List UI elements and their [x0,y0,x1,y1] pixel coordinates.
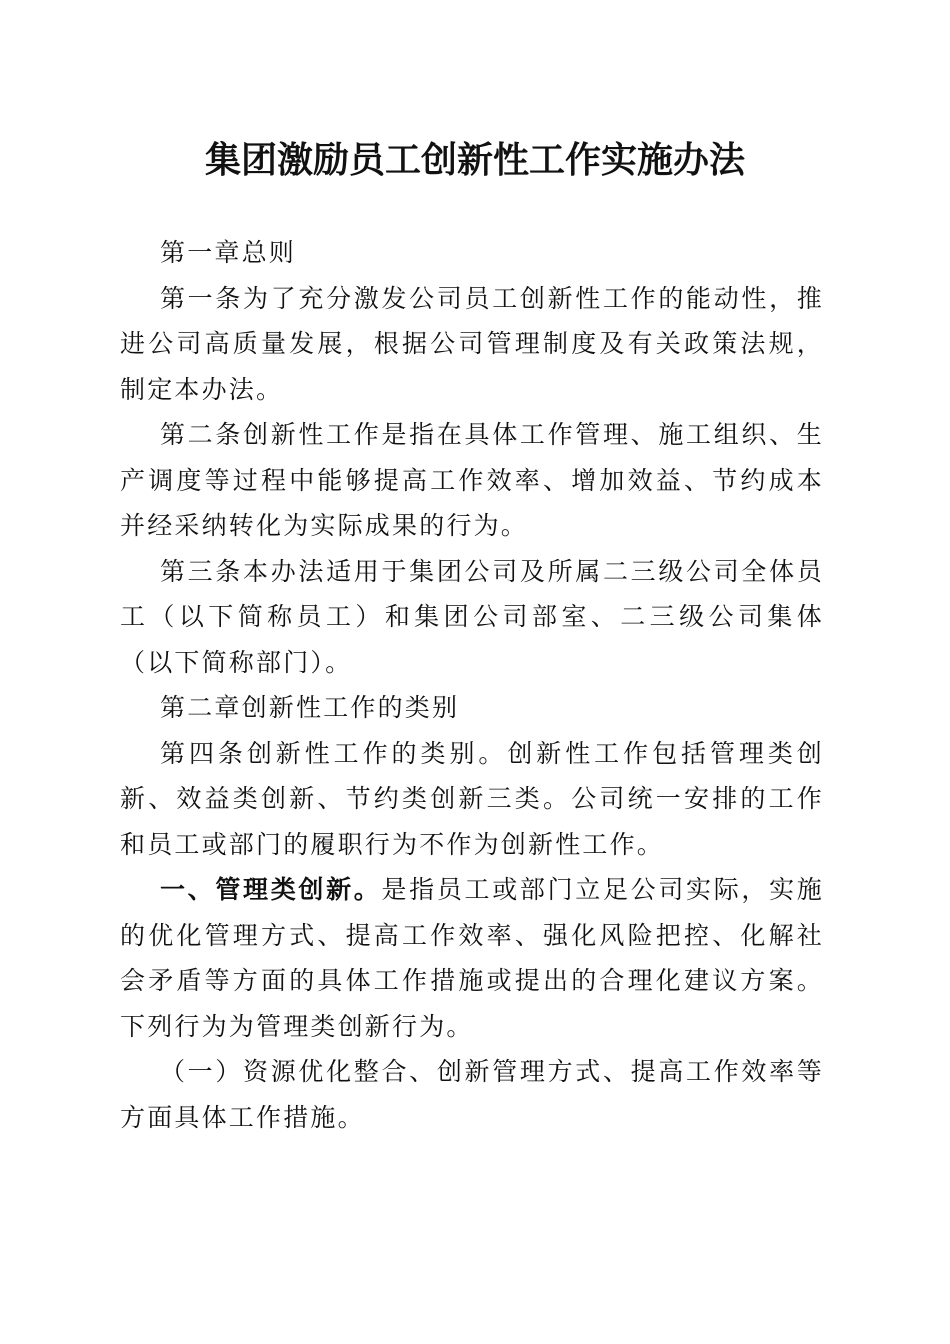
section-1-text: 是指员工或部门立足公司实际，实施的优化管理方式、提高工作效率、强化风险把控、化解社会矛盾等方面的具体工作措施或提出的合理化建议方案。下列行为为管理类创新行为。 [120,875,824,1041]
section-1-lead: 一、管理类创新。 [160,875,382,904]
document-title: 集团激励员工创新性工作实施办法 [204,139,745,181]
article-3: 第三条本办法适用于集团公司及所属二三级公司全体员工（以下简称员工）和集团公司部室、二三级公司集体（以下简称部门）。 [120,556,824,677]
chapter-1-heading: 第一章总则 [160,238,297,267]
document-body [120,230,824,1140]
item-1: （一）资源优化整合、创新管理方式、提高工作效率等方面具体工作措施。 [120,1057,824,1132]
section-1-paragraph [120,867,824,1049]
article-1: 第一条为了充分激发公司员工创新性工作的能动性，推进公司高质量发展，根据公司管理制度及有关政策法规，制定本办法。 [120,283,824,404]
article-4: 第四条创新性工作的类别。创新性工作包括管理类创新、效益类创新、节约类创新三类。公司统一安排的工作和员工或部门的履职行为不作为创新性工作。 [120,738,824,859]
chapter-2-heading: 第二章创新性工作的类别 [160,693,460,722]
article-2: 第二条创新性工作是指在具体工作管理、施工组织、生产调度等过程中能够提高工作效率、增加效益、节约成本并经采纳转化为实际成果的行为。 [120,420,824,540]
